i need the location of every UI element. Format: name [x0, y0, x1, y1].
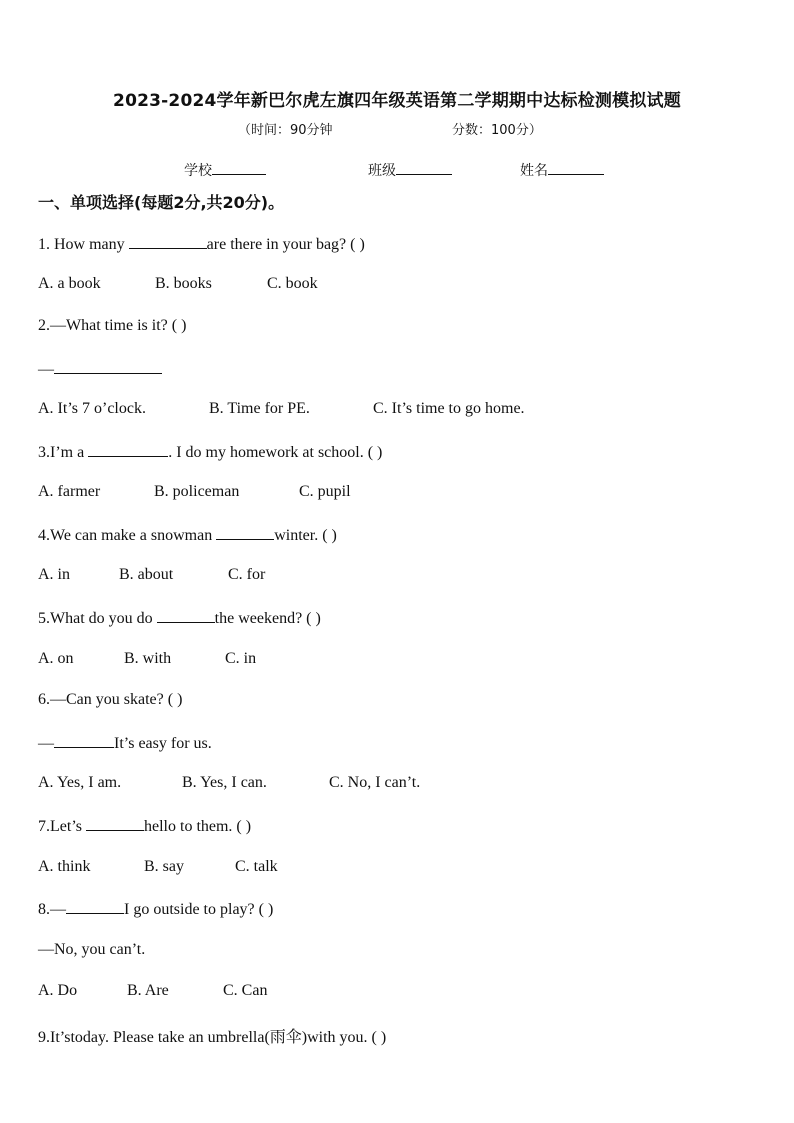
class-field[interactable] — [368, 160, 452, 180]
option-c[interactable]: C. book — [267, 275, 318, 292]
question-5: 5.What do you do the weekend? ( ) — [38, 610, 321, 627]
option-c[interactable]: C. talk — [235, 858, 278, 875]
option-c[interactable]: C. for — [228, 566, 266, 583]
option-b[interactable]: B. policeman — [154, 483, 240, 500]
question-2: 2.—What time is it? ( ) — [38, 317, 187, 334]
question-6-answer: — It’s easy for us. — [38, 735, 212, 752]
option-b[interactable]: B. with — [124, 650, 172, 667]
option-b[interactable]: B. books — [155, 275, 212, 292]
option-a[interactable]: A. think — [38, 858, 91, 875]
school-label: 学校 — [184, 163, 212, 179]
question-3: 3.I’m a . I do my homework at school. ( ) — [38, 444, 383, 461]
school-blank[interactable] — [212, 162, 266, 175]
option-c[interactable]: C. It’s time to go home. — [373, 400, 525, 417]
question-1: 1. How many are there in your bag? ( ) — [38, 236, 365, 253]
question-9: 9.It’stoday. Please take an umbrella(雨伞)with you. ( ) — [38, 1029, 387, 1046]
exam-time: （时间：90分钟 — [238, 123, 333, 138]
option-b[interactable]: B. say — [144, 858, 184, 875]
option-b[interactable]: B. Time for PE. — [209, 400, 310, 417]
question-8-answer: —No, you can’t. — [38, 941, 146, 958]
question-4: 4.We can make a snowman winter. ( ) — [38, 527, 337, 544]
question-5-options — [38, 650, 256, 668]
question-3-options — [38, 483, 351, 501]
option-c[interactable]: C. No, I can’t. — [329, 774, 421, 791]
option-a[interactable]: A. It’s 7 o’clock. — [38, 400, 146, 417]
question-7: 7.Let’s hello to them. ( ) — [38, 818, 252, 835]
question-6-options — [38, 774, 420, 792]
question-1-options — [38, 275, 318, 293]
option-b[interactable]: B. Yes, I can. — [182, 774, 267, 791]
section-title: 一、单项选择(每题2分,共20分)。 — [38, 193, 285, 212]
name-label: 姓名 — [520, 163, 548, 179]
exam-score: 分数：100分） — [452, 123, 542, 138]
question-2-answer: — — [38, 359, 162, 379]
option-c[interactable]: C. pupil — [299, 483, 351, 500]
question-2-options — [38, 400, 525, 418]
question-8: 8.— I go outside to play? ( ) — [38, 901, 274, 918]
option-b[interactable]: B. about — [119, 566, 174, 583]
page-title: 2023-2024学年新巴尔虎左旗四年级英语第二学期期中达标检测模拟试题 — [113, 91, 681, 111]
question-7-options — [38, 858, 278, 876]
name-field[interactable] — [520, 160, 604, 180]
answer-blank[interactable] — [129, 234, 207, 249]
answer-blank[interactable] — [86, 816, 144, 831]
answer-blank[interactable] — [88, 442, 168, 457]
option-b[interactable]: B. Are — [127, 982, 169, 999]
question-8-options — [38, 982, 267, 1000]
class-blank[interactable] — [396, 162, 452, 175]
option-a[interactable]: A. Do — [38, 982, 78, 999]
class-label: 班级 — [368, 163, 396, 179]
question-6: 6.—Can you skate? ( ) — [38, 691, 183, 708]
answer-blank[interactable] — [157, 608, 215, 623]
option-a[interactable]: A. farmer — [38, 483, 101, 500]
answer-blank[interactable] — [54, 733, 114, 748]
name-blank[interactable] — [548, 162, 604, 175]
option-c[interactable]: C. Can — [223, 982, 268, 999]
school-field[interactable] — [184, 160, 266, 180]
option-a[interactable]: A. Yes, I am. — [38, 774, 122, 791]
option-c[interactable]: C. in — [225, 650, 257, 667]
option-a[interactable]: A. in — [38, 566, 70, 583]
question-4-options — [38, 566, 265, 584]
answer-blank[interactable] — [66, 899, 124, 914]
option-a[interactable]: A. on — [38, 650, 74, 667]
answer-blank[interactable] — [216, 525, 274, 540]
answer-blank[interactable] — [54, 359, 162, 374]
option-a[interactable]: A. a book — [38, 275, 101, 292]
